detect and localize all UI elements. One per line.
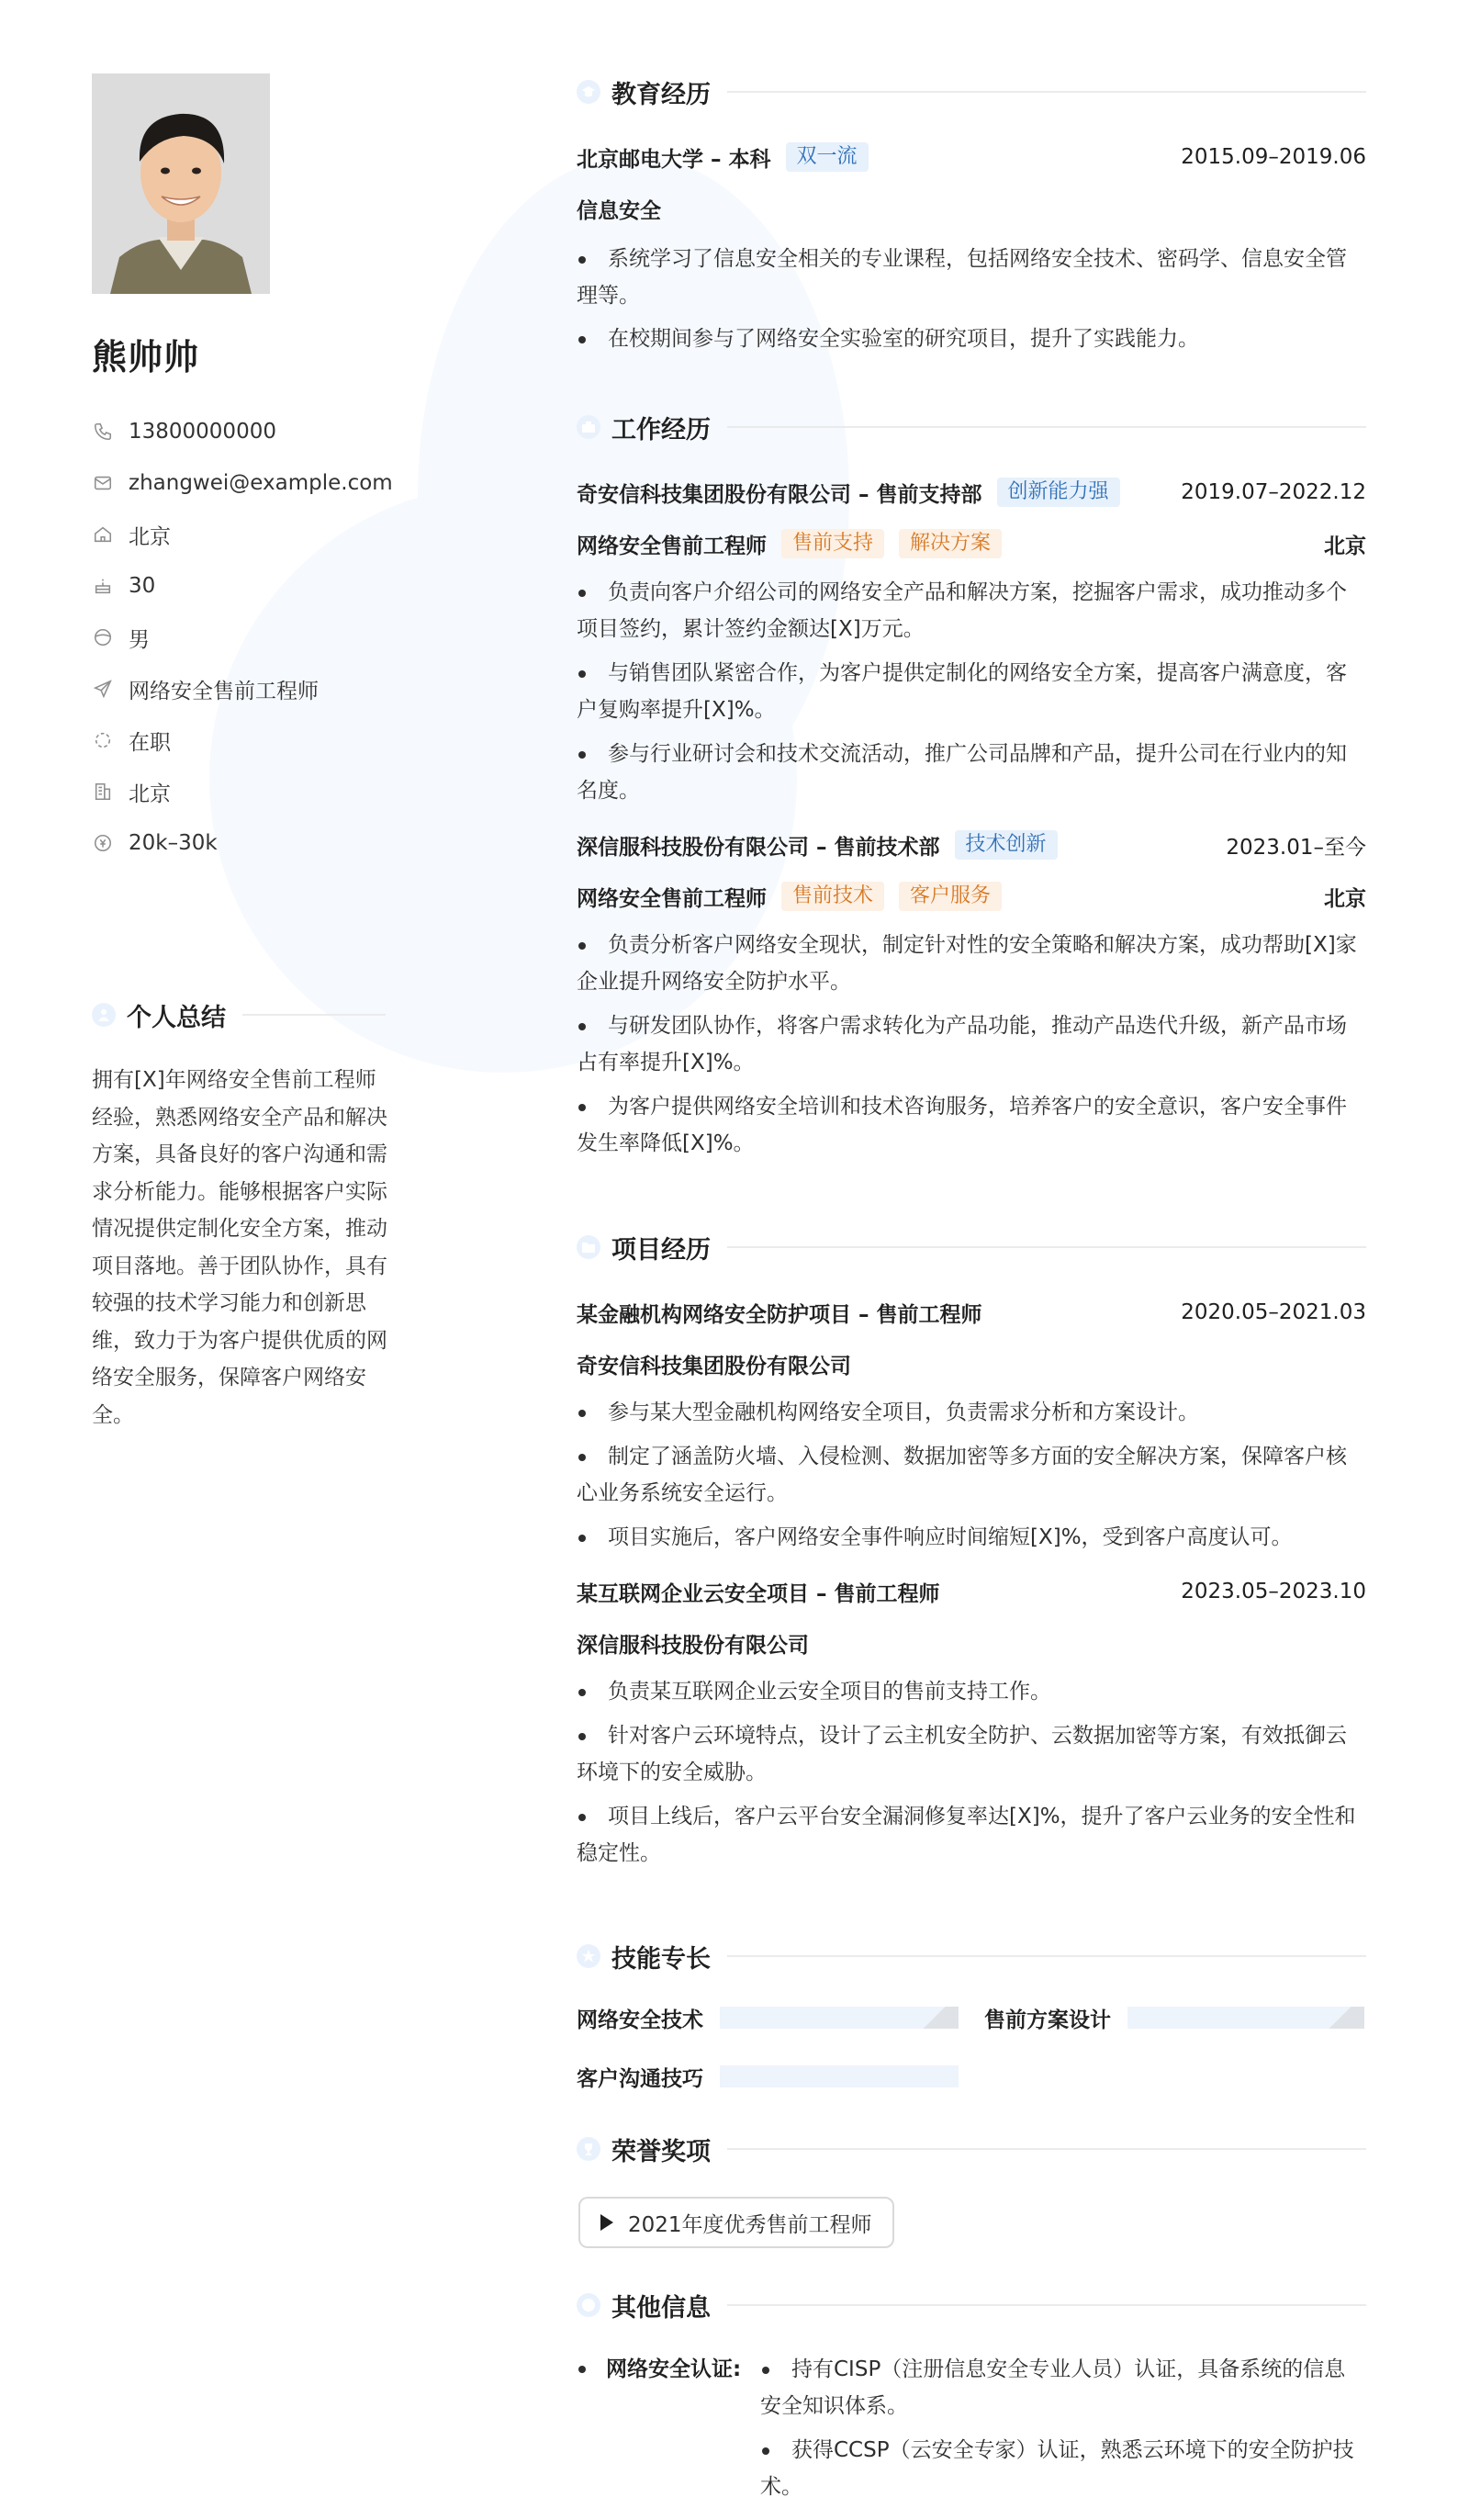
divider [727,1246,1366,1248]
building-icon [92,781,114,803]
work-city: 北京 [1324,534,1366,558]
salary-text: 20k–30k [129,831,218,855]
project-org-row [577,1627,1366,1659]
skills-section-title [577,1938,1366,1974]
project-bullets [577,1673,1366,1872]
education-bullets [577,241,1366,357]
projects-heading: 项目经历 [611,1235,711,1265]
skill-item [577,2061,962,2092]
skills-heading: 技能专长 [611,1944,711,1974]
skill-item [984,2002,1366,2033]
skill-label: 网络安全技术 [577,2008,703,2032]
skill-item [577,2002,962,2033]
candidate-name: 熊帅帅 [92,337,200,377]
status-icon [92,729,114,751]
project-org: 深信服科技股份有限公司 [577,1633,809,1658]
list-item: 负责向客户介绍公司的网络安全产品和解决方案，挖掘客户需求，成功推动多个项目签约，累计签约金额达[X]万元。 [577,574,1366,647]
projects-section [577,1229,1366,1872]
info-position [92,663,393,714]
work-section [577,409,1366,1162]
list-item: 系统学习了信息安全相关的专业课程，包括网络安全技术、密码学、信息安全管理等。 [577,241,1366,314]
work-date: 2023.01–至今 [1226,835,1366,860]
summary-section-title [92,996,386,1033]
education-heading: 教育经历 [611,80,711,109]
education-section [577,73,1366,357]
role-tag: 售前支持 [781,529,884,558]
position-text: 网络安全售前工程师 [129,679,319,703]
mail-icon [92,472,114,494]
project-bullets [577,1394,1366,1556]
star-icon [577,1944,600,1968]
info-city [92,766,393,817]
folder-icon [577,1235,600,1259]
list-item: 制定了涵盖防火墙、入侵检测、数据加密等多方面的安全解决方案，保障客户核心业务系统安全运行。 [577,1438,1366,1512]
skills-section [577,1938,1366,1974]
work-bullets [577,927,1366,1162]
summary-heading: 个人总结 [127,1003,226,1032]
divider [727,1955,1366,1957]
skill-bar [1127,2007,1364,2029]
info-location [92,509,393,560]
major-row [577,193,1366,224]
work-heading: 工作经历 [611,415,711,444]
awards-heading: 荣誉奖项 [611,2137,711,2166]
role-tag: 解决方案 [899,529,1002,558]
role-name: 网络安全售前工程师 [577,534,767,558]
list-item: 项目实施后，客户网络安全事件响应时间缩短[X]%，受到客户高度认可。 [577,1519,1366,1556]
project-org: 奇安信科技集团股份有限公司 [577,1354,851,1378]
project-date: 2023.05–2023.10 [1181,1580,1366,1603]
company-tag: 创新能力强 [997,478,1120,507]
list-item: 负责分析客户网络安全现状，制定针对性的安全策略和解决方案，成功帮助[X]家企业提升网络安全防护水平。 [577,927,1366,1000]
info-status [92,714,393,766]
divider [727,426,1366,428]
work-header-row [577,829,1366,861]
list-item: 在校期间参与了网络安全实验室的研究项目，提升了实践能力。 [577,321,1366,357]
summary-text: 拥有[X]年网络安全售前工程师经验，熟悉网络安全产品和解决方案，具备良好的客户沟通和需求分析能力。能够根据客户实际情况提供定制化安全方案，推动项目落地。善于团队协作，具有较强的技术学习能力和创新思维，致力于为客户提供优质的网络安全服务，保障客户网络安全。 [92,1068,387,1427]
send-icon [92,678,114,700]
education-section-title [577,73,1366,110]
education-date: 2015.09–2019.06 [1181,145,1366,169]
awards-section-title [577,2131,1366,2167]
work-bullets [577,574,1366,809]
info-age [92,560,393,612]
coin-icon [92,832,114,854]
major-name: 信息安全 [577,198,661,223]
info-email [92,457,393,509]
list-item: 负责某互联网企业云安全项目的售前支持工作。 [577,1673,1366,1710]
skill-bar [720,2007,959,2029]
divider [727,2304,1366,2306]
skill-bar [720,2065,959,2087]
skill-label: 售前方案设计 [984,2008,1111,2032]
role-row [577,881,1366,912]
work-header-row [577,477,1366,508]
avatar-portrait [92,73,270,294]
briefcase-icon [577,415,600,439]
list-item: 获得CCSP（云安全专家）认证，熟悉云环境下的安全防护技术。 [760,2432,1366,2505]
list-item: 项目上线后，客户云平台安全漏洞修复率达[X]%，提升了客户云业务的安全性和稳定性。 [577,1798,1366,1872]
awards-section [577,2131,1366,2167]
info-salary [92,817,393,869]
school-tag: 双一流 [786,142,869,172]
list-item: 针对客户云环境特点，设计了云主机安全防护、云数据加密等方案，有效抵御云环境下的安全威胁。 [577,1717,1366,1791]
school-name: 北京邮电大学 – 本科 [577,147,771,172]
person-icon [92,1003,116,1027]
projects-section-title [577,1229,1366,1266]
award-text: 2021年度优秀售前工程师 [628,2212,872,2237]
play-icon [600,2214,613,2231]
location-text: 北京 [129,524,171,549]
list-item: 参与某大型金融机构网络安全项目，负责需求分析和方案设计。 [577,1394,1366,1431]
divider [727,2148,1366,2150]
project-header-row [577,1297,1366,1328]
project-name: 某互联网企业云安全项目 – 售前工程师 [577,1581,940,1606]
other-label: 网络安全认证: [606,2357,742,2381]
company-name: 奇安信科技集团股份有限公司 – 售前支持部 [577,482,982,507]
age-text: 30 [129,574,156,598]
divider [242,1014,386,1016]
role-tag: 客户服务 [899,882,1002,911]
cake-icon [92,575,114,597]
graduation-cap-icon [577,80,600,104]
company-tag: 技术创新 [955,830,1058,860]
list-item: 与研发团队协作，将客户需求转化为产品功能，推动产品迭代升级，新产品市场占有率提升[X]%。 [577,1007,1366,1081]
person-face-icon [92,626,114,648]
avatar [92,73,270,294]
other-heading: 其他信息 [611,2293,711,2323]
home-icon [92,523,114,546]
email-text: zhangwei@example.com [129,471,393,495]
company-name: 深信服科技股份有限公司 – 售前技术部 [577,835,940,860]
phone-icon [92,421,114,443]
info-gender [92,612,393,663]
skill-label: 客户沟通技巧 [577,2066,703,2091]
other-section-title [577,2287,1366,2323]
phone-text: 13800000000 [129,420,276,444]
list-item: 参与行业研讨会和技术交流活动，推广公司品牌和产品，提升公司在行业内的知名度。 [577,736,1366,809]
project-org-row [577,1348,1366,1379]
role-row [577,528,1366,559]
trophy-icon [577,2137,600,2161]
work-city: 北京 [1324,886,1366,911]
project-name: 某金融机构网络安全防护项目 – 售前工程师 [577,1302,982,1327]
project-header-row [577,1576,1366,1607]
list-item: 为客户提供网络安全培训和技术咨询服务，培养客户的安全意识，客户安全事件发生率降低[X]%。 [577,1088,1366,1162]
other-bullets [760,2351,1366,2505]
gender-text: 男 [129,627,150,652]
role-name: 网络安全售前工程师 [577,886,767,911]
divider [727,91,1366,93]
award-item [578,2197,894,2248]
work-section-title [577,409,1366,445]
info-phone [92,406,393,457]
list-item: 持有CISP（注册信息安全专业人员）认证，具备系统的信息安全知识体系。 [760,2351,1366,2424]
list-item: 与销售团队紧密合作，为客户提供定制化的网络安全方案，提高客户满意度，客户复购率提升[X]%。 [577,655,1366,728]
info-icon [577,2293,600,2317]
other-section [577,2287,1366,2323]
bullet-dot [578,2366,586,2373]
city-text: 北京 [129,782,171,806]
education-header-row [577,141,1366,173]
work-date: 2019.07–2022.12 [1181,480,1366,504]
status-text: 在职 [129,730,171,755]
role-tag: 售前技术 [781,882,884,911]
project-date: 2020.05–2021.03 [1181,1300,1366,1324]
contact-info [92,406,393,869]
